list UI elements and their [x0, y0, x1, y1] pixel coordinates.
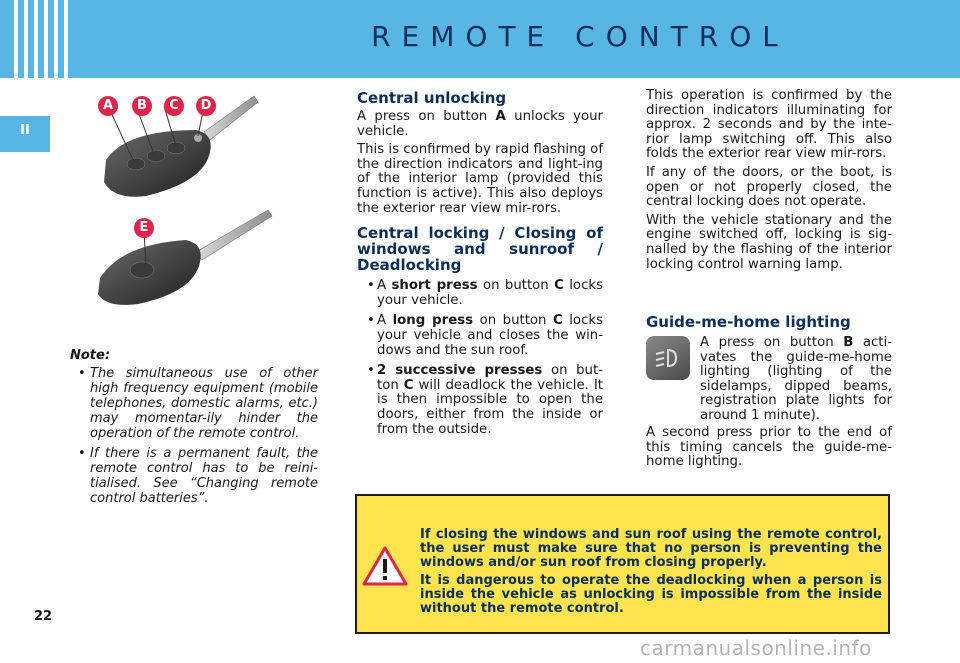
central-unlocking-p2: This is confirmed by rapid flashing of the direction indicators and light-ing of the interior lamp (provided this function is active). This also deploys the exterior rear view mir-rors.: [357, 142, 603, 216]
guide-me-home-heading: Guide-me-home lighting: [646, 313, 851, 331]
list-item: • A short press on button C locks your vehicle.: [357, 279, 603, 308]
page-title: REMOTE CONTROL: [371, 20, 789, 53]
list-item: • 2 successive presses on but-ton C will deadlock the vehicle. It is then impossible to open the doors, either from the inside or from the outside.: [357, 364, 603, 437]
warning-lamp-text: With the vehicle stationary and the engine switched off, locking is sig-nalled by the flashing of the interior locking control warning lamp.: [646, 212, 892, 272]
watermark: carmanualsonline.info: [640, 636, 872, 660]
warning-p1: If closing the windows and sun roof using the remote control, the user must make sure that no person is preventing the windows and/or sun roof from closing properly.: [420, 527, 882, 570]
header-stripe: [34, 0, 38, 78]
header-stripe: [44, 0, 48, 78]
header-stripe: [54, 0, 58, 78]
button-label-c: C: [164, 96, 184, 116]
note-item: • The simultaneous use of other high frequency equipment (mobile telephones, domestic alarms, etc.) may momentar-ily hinder the operation of the remote control.: [78, 366, 318, 441]
door-open-text: If any of the doors, or the boot, is open or not properly closed, the central locking does not operate.: [646, 164, 892, 210]
button-label-a: A: [98, 96, 118, 116]
list-item: • A long press on button C locks your vehicle and closes the win-dows and the sun roof.: [357, 314, 603, 358]
button-label-d: D: [196, 96, 216, 116]
note-item-text: The simultaneous use of other high frequency equipment (mobile telephones, domestic alarms, etc.) may momentar-ily hinder the operation of the remote control.: [90, 366, 318, 441]
confirmation-text: This operation is confirmed by the direction indicators illuminating for approx. 2 seconds and by the inte-rior lamp switching off. This also folds the exterior rear view mir-rors.: [646, 88, 892, 162]
header-stripe: [64, 0, 68, 78]
note-item: • If there is a permanent fault, the remote control has to be reini-tialised. See “Changing remote control batteries”.: [78, 446, 318, 506]
header-stripe: [14, 0, 18, 78]
central-locking-list: [357, 279, 603, 437]
middle-column: [357, 90, 603, 437]
button-label-b: B: [132, 96, 152, 116]
warning-text: [420, 528, 882, 616]
guide-me-home-p2: A second press prior to the end of this timing cancels the guide-me-home lighting.: [646, 425, 892, 470]
button-label-e: E: [134, 218, 154, 238]
headlamp-icon: [646, 336, 690, 380]
central-locking-heading: Central locking / Closing of windows and sunroof / Deadlocking: [357, 224, 603, 275]
section-tab: II: [0, 116, 50, 152]
header-stripe: [24, 0, 28, 78]
note-item-text: If there is a permanent fault, the remote control has to be reini-tialised. See “Changing remote control batteries”.: [90, 446, 318, 506]
warning-p2: It is dangerous to operate the deadlocking when a person is inside the vehicle as unlocking is impossible from the inside without the remote control.: [420, 573, 882, 616]
guide-me-home-p1: A press on button B acti-vates the guide-me-home lighting (lighting of the sidelamps, dipped beams, registration plate lights for around 1 minute).: [700, 335, 892, 423]
page-number: 22: [34, 609, 53, 624]
note-title: Note:: [70, 348, 111, 363]
right-column: [646, 89, 892, 272]
remote-keys-illustration: [86, 90, 306, 330]
warning-triangle-icon: [362, 546, 408, 586]
central-unlocking-heading: Central unlocking: [357, 89, 507, 107]
central-unlocking-p1: A press on button A unlocks your vehicle.: [357, 109, 604, 139]
